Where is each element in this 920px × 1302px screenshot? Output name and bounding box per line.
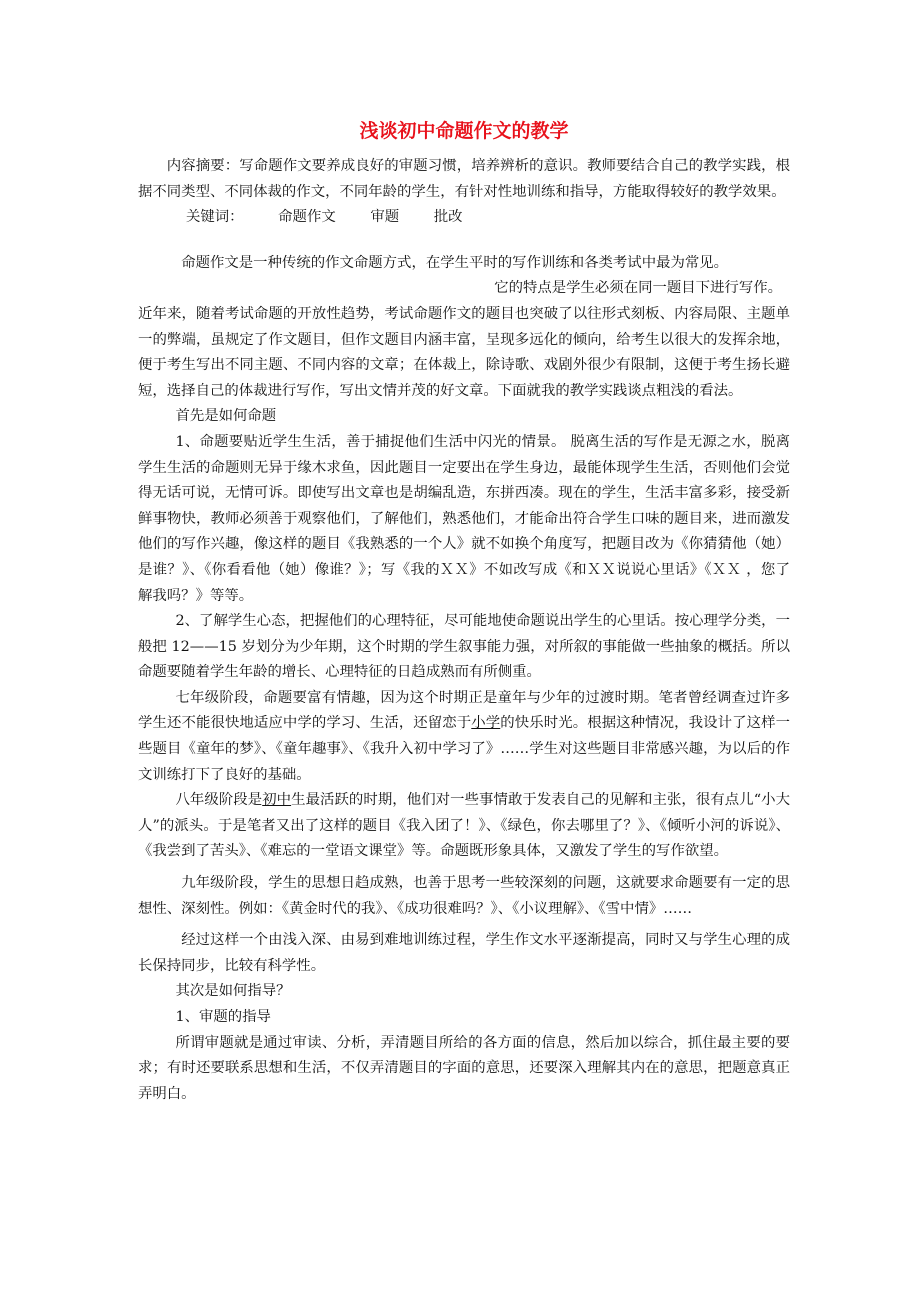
grade7-paragraph	[138, 686, 790, 788]
grade9-paragraph: 九年级阶段，学生的思想日趋成熟，也善于思考一些较深刻的问题，这就要求命题要有一定的思想性、深刻性。例如：《黄金时代的我》、《成功很难吗？》、《小议理解》、《雪中情》……	[138, 875, 790, 917]
section1-heading: 首先是如何命题	[175, 408, 277, 425]
keywords-line	[138, 205, 790, 231]
intro-line-2: 它的特点是学生必须在同一题目下进行写作。	[494, 280, 782, 297]
keyword-item: 命题作文	[278, 209, 336, 226]
grade8-underlined: 初中	[262, 792, 292, 809]
section2-paragraph-1: 所谓审题就是通过审读、分析，弄清题目所给的各方面的信息，然后加以综合，抓住最主要的要求；有时还要联系思想和生活，不仅弄清题目的字面的意思，还要深入理解其内在的意思，把题意真正弄明白。	[138, 1034, 790, 1102]
intro-line-1: 命题作文是一种传统的作文命题方式，在学生平时的写作训练和各类考试中最为常见。	[181, 254, 729, 271]
intro-paragraph: 近年来，随着考试命题的开放性趋势，考试命题作文的题目也突破了以往形式刻板、内容局限、主题单一的弊端，虽规定了作文题目，但作文题目内涵丰富，呈现多远化的倾向，给考生以很大的发挥余地，便于考生写出不同主题、不同内容的文章；在体裁上，除诗歌、戏剧外很少有限制，这便于考生扬长避短，选择自己的体裁进行写作，写出文情并茂的好文章。下面就我的教学实践谈点粗浅的看法。	[138, 305, 790, 399]
document-title: 浅谈初中命题作文的教学	[359, 120, 569, 142]
grade8-paragraph	[138, 788, 790, 865]
section2-heading: 其次是如何指导？	[175, 983, 291, 1000]
grade7-underlined: 小学	[471, 715, 501, 732]
abstract-paragraph: 内容摘要：写命题作文要养成良好的审题习惯，培养辨析的意识。教师要结合自己的教学实践，根据不同类型、不同体裁的作文，不同年龄的学生，有针对性地训练和指导，方能取得较好的教学效果。	[138, 158, 790, 200]
keywords-label: 关键词：	[186, 209, 244, 226]
keyword-item: 批改	[433, 209, 463, 226]
section1-summary: 经过这样一个由浅入深、由易到难地训练过程，学生作文水平逐渐提高，同时又与学生心理的成长保持同步，比较有科学性。	[138, 932, 790, 974]
section1-paragraph-1: 1、命题要贴近学生生活，善于捕捉他们生活中闪光的情景。 脱离生活的写作是无源之水，脱离学生生活的命题则无异于缘木求鱼，因此题目一定要出在学生身边，最能体现学生生活，否则他们会觉得无话可说，无情可诉。即使写出文章也是胡编乱造，东拼西凑。现在的学生，生活丰富多彩，接受新鲜事物快，教师必须善于观察他们，了解他们，熟悉他们，才能命出符合学生口味的题目来，进而激发他们的写作兴趣，像这样的题目《我熟悉的一个人》就不如换个角度写，把题目改为《你猜猜他（她）是谁？》、《你看看他（她）像谁？》；写《我的ＸＸ》不如改写成《和ＸＸ说说心里话》《ＸＸ ，您了解我吗？》等等。	[138, 433, 790, 604]
section2-subheading: 1、审题的指导	[175, 1009, 271, 1025]
section1-paragraph-2: 2、了解学生心态，把握他们的心理特征，尽可能地使命题说出学生的心里话。按心理学分类，一般把 12——15 岁划分为少年期，这个时期的学生叙事能力强，对所叙的事能做一些抽象的概括。所以命题要随着学生年龄的增长、心理特征的日趋成熟而有所侧重。	[138, 613, 790, 681]
keyword-item: 审题	[370, 209, 400, 226]
grade8-text-b: 生最活跃的时期，他们对一些事情敢于发表自己的见解和主张，很有点儿“小大人”的派头。于是笔者又出了这样的题目《我入团了！》、《绿色，你去哪里了？》、《倾听小河的诉说》、《我尝到了苦头》、《难忘的一堂语文课堂》等。命题既形象具体，又激发了学生的写作欲望。	[138, 792, 790, 860]
grade8-text-a: 八年级阶段是	[175, 792, 263, 809]
grade7-text-a: 七年级阶段，命题要富有情趣，因为这个时期正是童年与少年的过渡时期。笔者曾经调查过许多学生还不能很快地适应中学的学习、生活，还留恋于	[138, 689, 790, 732]
document-page	[138, 118, 790, 1107]
grade7-text-b: 的快乐时光。根据这种情况，我设计了这样一些题目《童年的梦》、《童年趣事》、《我升入初中学习了》……学生对这些题目非常感兴趣，为以后的作文训练打下了良好的基础。	[138, 715, 790, 783]
